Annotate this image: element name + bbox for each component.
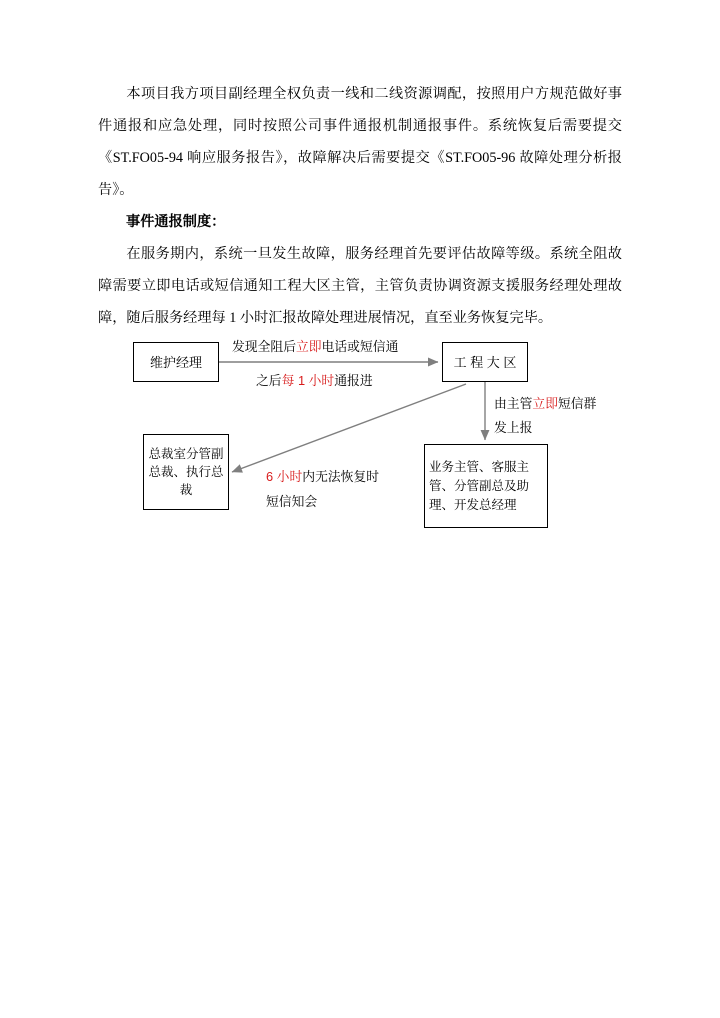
label-part-post: 通报进	[334, 373, 373, 388]
node-label: 维护经理	[149, 354, 202, 370]
node-label: 总裁室分管副总裁、执行总裁	[148, 447, 224, 497]
label-part-pre: 之后	[256, 373, 282, 388]
diagram-label-six-hour-escalation	[266, 464, 384, 514]
label-part-pre: 由主管	[494, 396, 533, 411]
document-body	[98, 78, 622, 334]
diagram-node-ceo-office	[143, 434, 229, 510]
diagram-node-managers	[424, 444, 548, 528]
diagram-label-supervisor-sms	[494, 392, 598, 440]
diagram-label-hourly-report	[256, 370, 373, 392]
paragraph-1	[98, 78, 622, 206]
node-label: 工 程 大 区	[453, 354, 517, 370]
diagram-label-immediate-notify	[232, 336, 398, 358]
paragraph-2-text: 在服务期内，系统一旦发生故障，服务经理首先要评估故障等级。系统全阻故障需要立即电话或短信通知工程大区主管，主管负责协调资源支援服务经理处理故障，随后服务经理每 1 小时汇报故障处理进展情况，直至业务恢复完毕。	[98, 246, 622, 326]
label-part-post: 内无法恢复时短信知会	[266, 469, 380, 509]
section-heading-text: 事件通报制度：	[126, 214, 226, 230]
label-part-red: 6 小时	[266, 469, 303, 484]
paragraph-2	[98, 238, 622, 334]
label-part-pre: 发现全阻后	[232, 339, 296, 354]
paragraph-1-text: 本项目我方项目副经理全权负责一线和二线资源调配，按照用户方规范做好事件通报和应急处理，同时按照公司事件通报机制通报事件。系统恢复后需要提交《ST.FO05-94 响应服务报告》，故障解决后需要提交《ST.FO05-96 故障处理分析报告》。	[98, 86, 622, 198]
label-part-red: 立即	[295, 339, 322, 354]
diagram-node-maintenance-manager	[133, 342, 219, 382]
diagram-node-engineering-region	[442, 342, 528, 382]
escalation-flow-diagram	[98, 322, 622, 562]
label-part-post: 短信群发上报	[494, 396, 597, 435]
section-heading	[98, 206, 622, 238]
label-part-red: 每 1 小时	[281, 373, 335, 388]
label-part-post: 电话或短信通	[321, 339, 399, 354]
label-part-red: 立即	[532, 396, 558, 411]
node-label: 业务主管、客服主管、分管副总及助理、开发总经理	[429, 459, 530, 512]
